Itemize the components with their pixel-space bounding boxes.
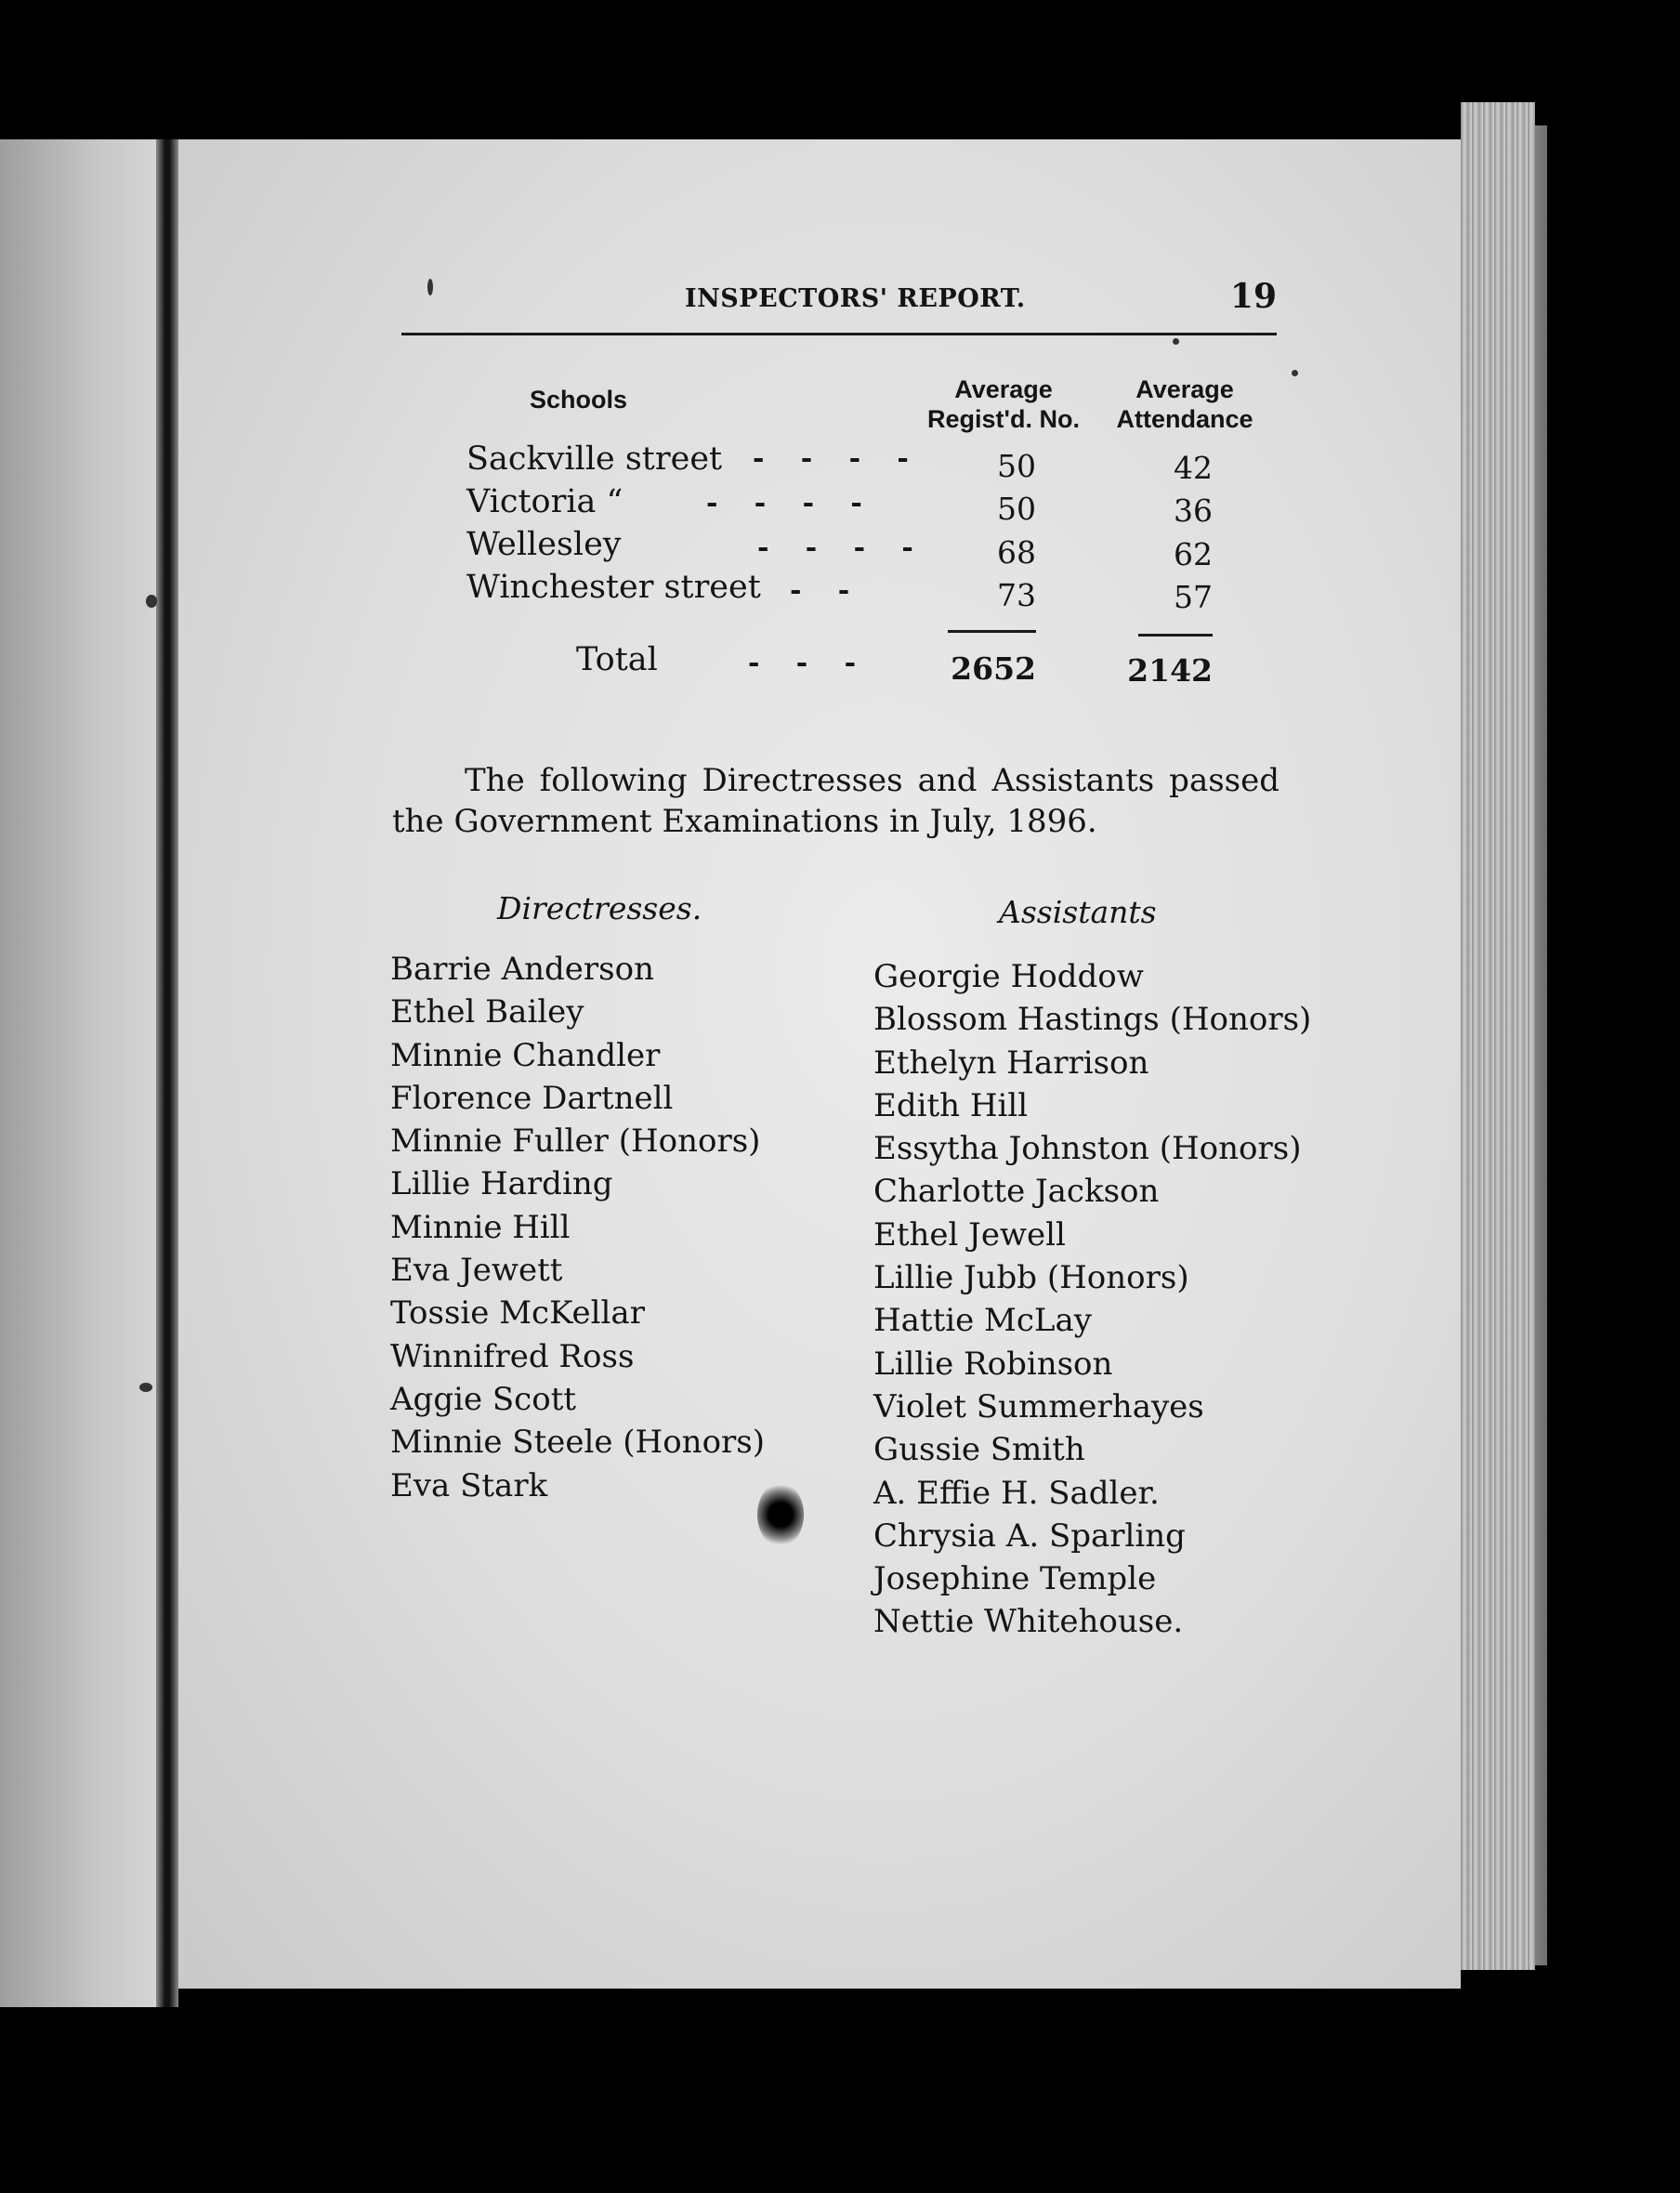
list-item: Gussie Smith	[873, 1431, 1085, 1469]
school-name: Wellesley	[466, 526, 622, 563]
school-name: Victoria “	[466, 483, 623, 520]
registered-value: 68	[997, 534, 1036, 571]
list-item: Charlotte Jackson	[873, 1173, 1160, 1211]
registered-header-line-2: Regist'd. No.	[927, 405, 1080, 433]
list-item: Aggie Scott	[390, 1380, 577, 1418]
left-page-fragment	[0, 139, 167, 2007]
ink-blot	[757, 1482, 804, 1547]
running-header	[401, 279, 1277, 335]
scan-speck	[146, 595, 157, 608]
scan-speck	[427, 279, 433, 295]
list-item: Essytha Johnston (Honors)	[873, 1130, 1302, 1168]
directresses-list	[390, 948, 765, 1507]
assistants-heading: Assistants	[999, 894, 1157, 930]
header-title: INSPECTORS' REPORT.	[685, 284, 1026, 313]
list-item: Florence Dartnell	[390, 1079, 674, 1117]
leader-dashes: - - - -	[757, 532, 915, 564]
registered-header-line-1: Average	[954, 375, 1053, 403]
list-item: Josephine Temple	[873, 1560, 1157, 1598]
scan-speck	[139, 1383, 152, 1392]
list-item: Chrysia A. Sparling	[873, 1517, 1186, 1555]
attendance-value: 36	[1174, 492, 1213, 529]
list-item: Hattie McLay	[873, 1302, 1092, 1340]
leader-dashes: - -	[790, 574, 852, 607]
attendance-header-line-2: Attendance	[1116, 405, 1253, 433]
book-gutter	[156, 139, 178, 2007]
list-item: Minnie Hill	[390, 1208, 571, 1246]
list-item: Minnie Steele (Honors)	[390, 1424, 766, 1462]
directresses-heading: Directresses.	[497, 890, 702, 926]
page-stack-edge	[1461, 102, 1535, 1970]
list-item: Minnie Fuller (Honors)	[390, 1123, 761, 1161]
list-item: A. Effie H. Sadler.	[873, 1474, 1160, 1512]
total-label: Total	[576, 641, 658, 678]
registered-value: 50	[997, 448, 1036, 484]
list-item: Georgie Hoddow	[873, 958, 1144, 995]
assistants-list	[873, 955, 1311, 1644]
list-item: Eva Stark	[390, 1466, 548, 1504]
leader-dashes: - - - -	[706, 487, 864, 519]
list-item: Barrie Anderson	[390, 951, 654, 988]
list-item: Minnie Chandler	[390, 1036, 661, 1074]
attendance-header-line-1: Average	[1135, 375, 1234, 403]
list-item: Lillie Jubb (Honors)	[873, 1259, 1189, 1297]
page-number: 19	[1229, 277, 1277, 316]
attendance-value: 62	[1174, 536, 1213, 572]
registered-value: 73	[997, 577, 1036, 613]
list-item: Eva Jewett	[390, 1252, 563, 1290]
attendance-sum-rule	[1138, 634, 1213, 637]
intro-paragraph: The following Directresses and Assistants passed the Government Examinations in July, 1896.	[392, 762, 1280, 840]
scan-speck	[1173, 338, 1179, 345]
leader-dashes: - - -	[748, 647, 859, 679]
list-item: Lillie Robinson	[873, 1345, 1113, 1383]
list-item: Winnifred Ross	[390, 1337, 635, 1375]
list-item: Ethel Bailey	[390, 993, 584, 1031]
list-item: Tossie McKellar	[390, 1294, 645, 1333]
list-item: Nettie Whitehouse.	[873, 1603, 1184, 1641]
scan-speck	[1292, 370, 1298, 376]
list-item: Blossom Hastings (Honors)	[873, 1001, 1312, 1039]
list-item: Violet Summerhayes	[873, 1387, 1204, 1425]
list-item: Ethel Jewell	[873, 1215, 1066, 1254]
leader-dashes: - - - -	[753, 442, 911, 475]
registered-sum-rule	[948, 630, 1036, 633]
attendance-total: 2142	[1127, 652, 1213, 689]
school-name: Winchester street	[466, 569, 761, 606]
registered-value: 50	[997, 491, 1036, 527]
attendance-value: 42	[1174, 450, 1213, 486]
list-item: Ethelyn Harrison	[873, 1044, 1149, 1082]
schools-column-header: Schools	[530, 386, 628, 414]
list-item: Lillie Harding	[390, 1165, 613, 1203]
registered-total: 2652	[951, 650, 1036, 687]
attendance-value: 57	[1174, 579, 1213, 615]
school-name: Sackville street	[466, 440, 723, 478]
registered-column-header	[906, 374, 1101, 434]
attendance-column-header	[1106, 374, 1264, 434]
list-item: Edith Hill	[873, 1086, 1029, 1124]
